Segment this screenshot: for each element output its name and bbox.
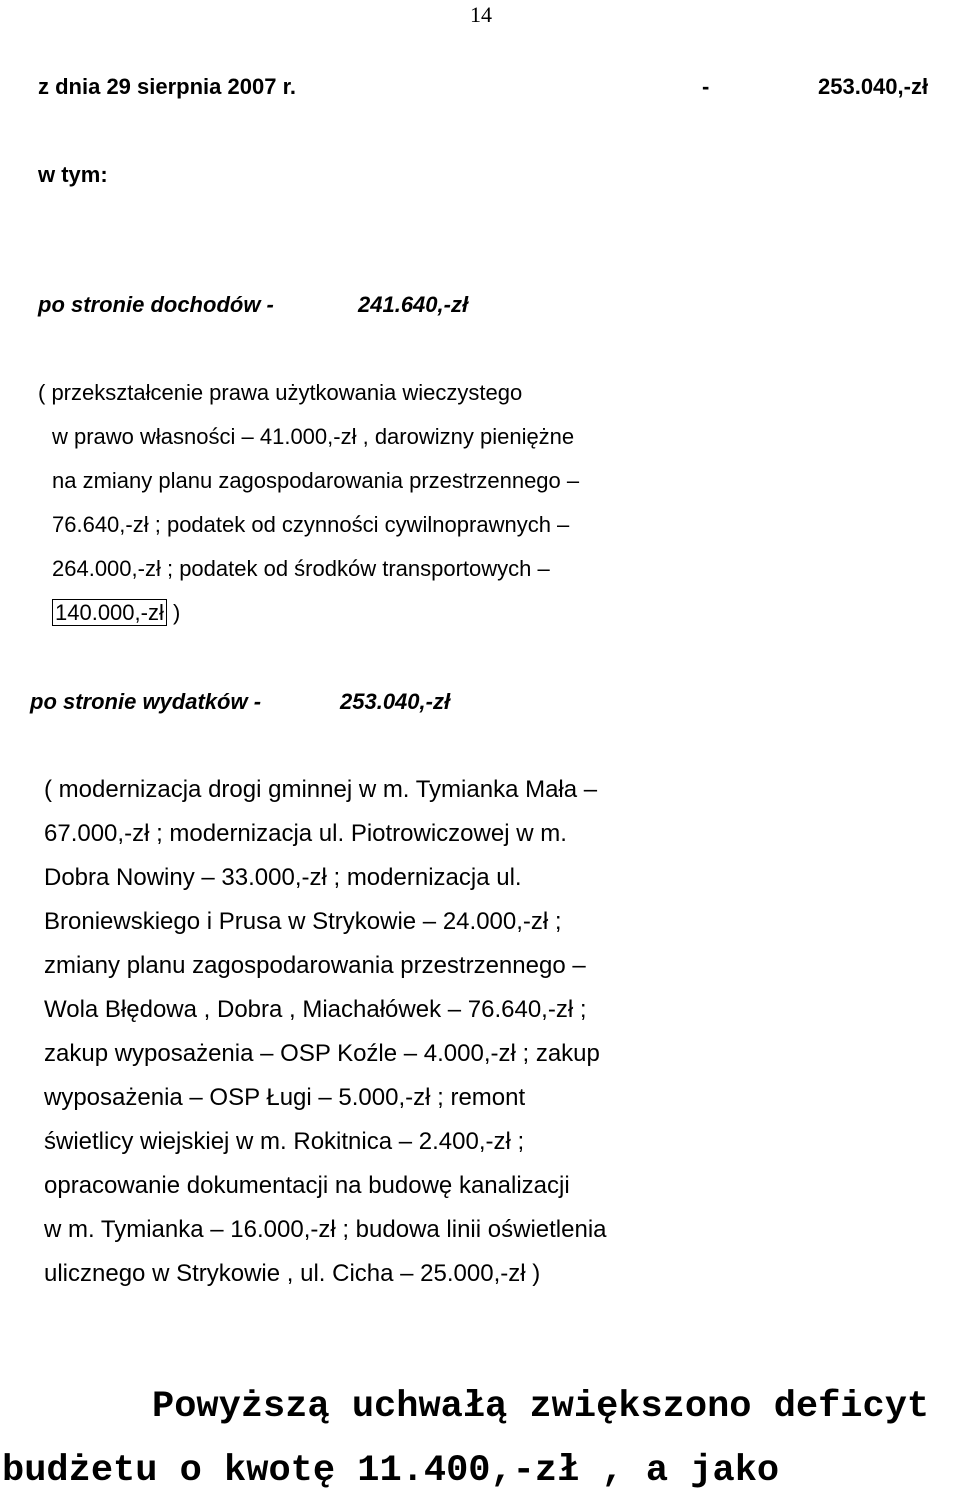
- expenditure-amount: 253.040,-zł: [340, 689, 451, 714]
- summary-line-2: budżetu o kwotę 11.400,-zł , a jako: [2, 1450, 780, 1492]
- expenditure-line-9: świetlicy wiejskiej w m. Rokitnica – 2.400,-zł ;: [44, 1128, 525, 1155]
- revenue-line-1: ( przekształcenie prawa użytkowania wieczystego: [38, 380, 523, 405]
- revenue-line-3: na zmiany planu zagospodarowania przestrzennego –: [52, 468, 580, 493]
- revenue-line-2: w prawo własności – 41.000,-zł , darowizny pieniężne: [52, 424, 575, 449]
- boxed-amount: 140.000,-zł: [52, 599, 167, 626]
- revenue-line-4: 76.640,-zł ; podatek od czynności cywilnoprawnych –: [52, 512, 570, 537]
- revenue-label: po stronie dochodów -: [38, 292, 274, 317]
- expenditure-line-1: ( modernizacja drogi gminnej w m. Tymianka Mała –: [44, 776, 598, 803]
- expenditure-line-11: w m. Tymianka – 16.000,-zł ; budowa linii oświetlenia: [44, 1216, 607, 1243]
- resolution-date: z dnia 29 sierpnia 2007 r.: [38, 74, 297, 99]
- expenditure-line-6: Wola Błędowa , Dobra , Miachałówek – 76.640,-zł ;: [44, 996, 587, 1023]
- revenue-amount: 241.640,-zł: [358, 292, 469, 317]
- total-amount: 253.040,-zł: [818, 74, 929, 99]
- revenue-line-6: [52, 600, 180, 626]
- expenditure-line-12: ulicznego w Strykowie , ul. Cicha – 25.000,-zł ): [44, 1260, 541, 1287]
- expenditure-line-4: Broniewskiego i Prusa w Strykowie – 24.000,-zł ;: [44, 908, 562, 935]
- summary-line-1: Powyższą uchwałą zwiększono deficyt: [152, 1386, 930, 1428]
- expenditure-line-7: zakup wyposażenia – OSP Koźle – 4.000,-zł ; zakup: [44, 1040, 600, 1067]
- page-number: 14: [470, 2, 492, 27]
- expenditure-line-10: opracowanie dokumentacji na budowę kanalizacji: [44, 1172, 570, 1199]
- expenditure-line-3: Dobra Nowiny – 33.000,-zł ; modernizacja ul.: [44, 864, 522, 891]
- revenue-line-5: 264.000,-zł ; podatek od środków transportowych –: [52, 556, 550, 581]
- w-tym-label: w tym:: [38, 162, 108, 187]
- closing-paren: ): [172, 600, 181, 625]
- expenditure-label: po stronie wydatków -: [30, 689, 262, 714]
- expenditure-line-2: 67.000,-zł ; modernizacja ul. Piotrowiczowej w m.: [44, 820, 567, 847]
- expenditure-line-8: wyposażenia – OSP Ługi – 5.000,-zł ; remont: [44, 1084, 526, 1111]
- header-dash: -: [702, 74, 710, 99]
- expenditure-line-5: zmiany planu zagospodarowania przestrzennego –: [44, 952, 586, 979]
